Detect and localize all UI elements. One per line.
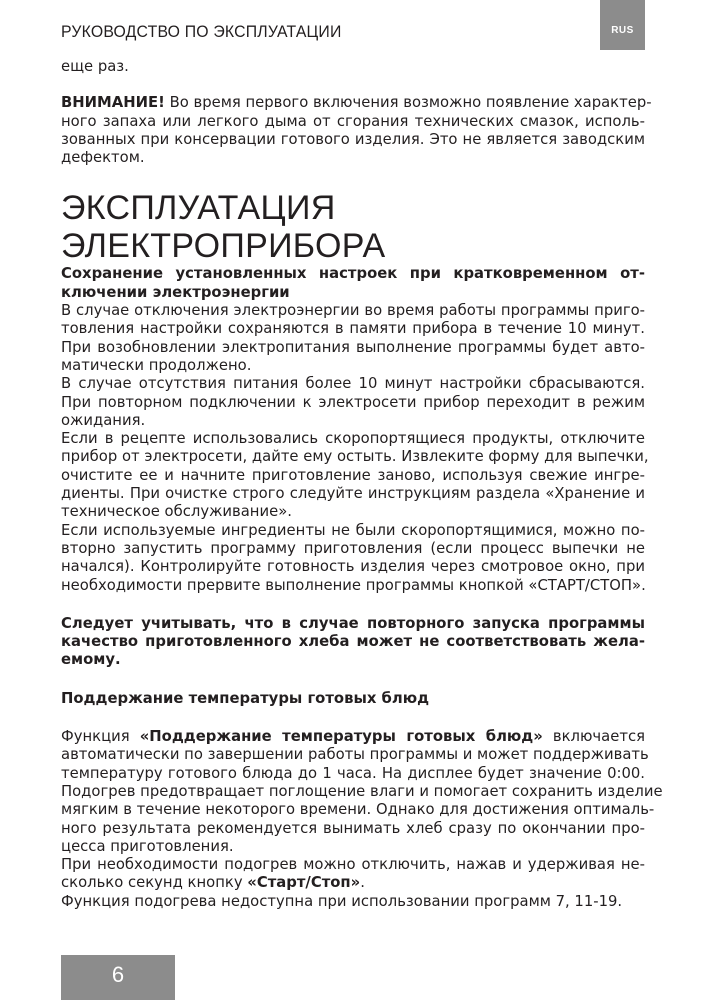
- page-number: 6: [61, 955, 175, 1000]
- warning-paragraph: [61, 94, 652, 167]
- warning-label: ВНИМАНИЕ!: [61, 94, 165, 112]
- keep-warm-paragraph: Функция «Поддержание температуры готовых блюд» включается автоматически по завершении работы программы и может поддерживать температуру готового блюда до 1 часа. На дисплее будет значение 0:00. Подогрев предотвращает поглощение влаги и помогает сохранить изделие мягким в течение некоторого времени. Однако для достижения оптималь- ного результата рекомендуется вынимать хлеб сразу по окончании про- цесса приготовления. При необходимости подогрев можно отключить, нажав и удерживая не- сколько секунд кнопку «Старт/Стоп». Функция подогрева недоступна при использовании программ 7, 11-19.: [61, 728, 663, 910]
- section-title: ЭКСПЛУАТАЦИЯ ЭЛЕКТРОПРИБОРА: [61, 189, 386, 266]
- language-tab: RUS: [600, 0, 645, 50]
- important-note: Следует учитывать, что в случае повторного запуска программы качество приготовленного хлеба может не соответствовать жела- емому.: [61, 614, 645, 669]
- body-paragraph: В случае отключения электроэнергии во время работы программы приго- товления настройки сохраняются в памяти прибора в течение 10 минут. При возобновлении электропитания выполнение программы будет авто- матически продолжено. В случае отсутствия питания более 10 минут настройки сбрасываются. При повторном подключении к электросети прибор переходит в режим ожидания. Если в рецепте использовались скоропортящиеся продукты, отключите прибор от электросети, дайте ему остыть. Извлеките форму для выпечки, очистите ее и начните приготовление заново, используя свежие ингре- диенты. При очистке строго следуйте инструкциям раздела «Хранение и техническое обслуживание». Если используемые ингредиенты не были скоропортящимися, можно по- вторно запустить программу приготовления (если процесс выпечки не начался). Контролируйте готовность изделия через смотровое окно, при необходимости прервите выполнение программы кнопкой «СТАРТ/СТОП».: [61, 302, 649, 594]
- subheading: Сохранение установленных настроек при кратковременном от- ключении электроэнергии: [61, 265, 645, 301]
- warning-line: ВНИМАНИЕ! Во время первого включения возможно появление характер-: [61, 94, 652, 112]
- page-header-title: РУКОВОДСТВО ПО ЭКСПЛУАТАЦИИ: [61, 22, 342, 41]
- keep-warm-function-name: «Поддержание температуры готовых блюд»: [139, 728, 543, 746]
- warning-line: зованных при консервации готового изделия. Это не является заводским: [61, 130, 645, 148]
- intro-continuation: еще раз.: [61, 58, 129, 75]
- page-content: [61, 58, 663, 911]
- start-stop-button-label: «Старт/Стоп»: [247, 874, 361, 892]
- keep-warm-heading: Поддержание температуры готовых блюд: [61, 689, 430, 707]
- warning-line: дефектом.: [61, 149, 145, 167]
- warning-line: ного запаха или легкого дыма от сгорания технических смазок, исполь-: [61, 112, 645, 130]
